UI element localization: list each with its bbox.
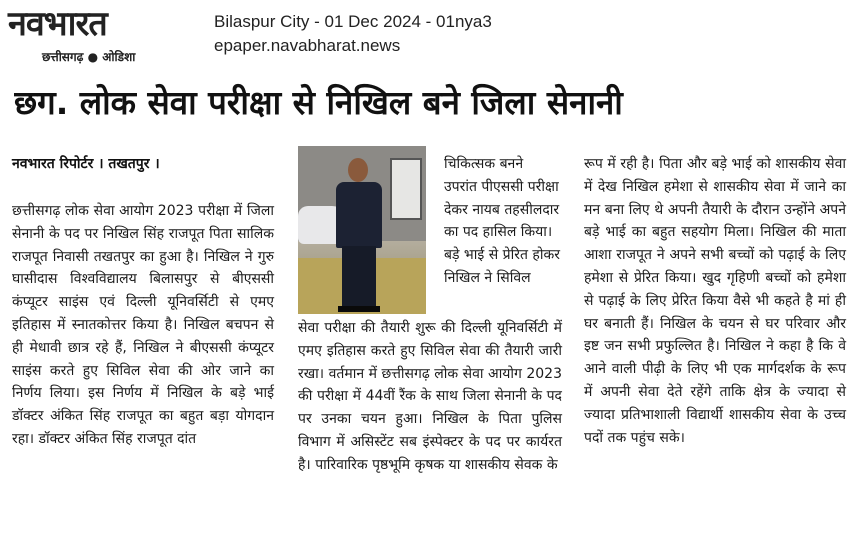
edition-line: Bilaspur City - 01 Dec 2024 - 01nya3 (214, 12, 492, 31)
article-column-2-bottom (298, 317, 562, 477)
column-3-text: रूप में रही है। पिता और बड़े भाई को शासकीय सेवा में देख निखिल हमेशा से शासकीय सेवा में जाने का मन बना लिए थे अपनी तैयारी के दौरान उन्होंने अपने बड़े भाई का बहुत सहयोग मिला। निखिल की माता आशा राजपूत ने अपने सभी बच्चों को पढ़ाई के लिए हमेशा से प्रेरित किया। खुद गृहिणी बच्चों को हमेशा से पढ़ाई के लिए प्रेरित किया वैसे भी कहते है मां ही घर बनाती हैं। निखिल के चयन से घर परिवार और इष्ट जन सभी प्रफुल्लित है। निखिल ने कहा है कि वे आने वाली पीढ़ी के लिए भी एक मार्गदर्शक के रूप में अपनी सेवा देते रहेंगे ताकि क्षेत्र के ज्यादा से ज्यादा प्रतिभाशाली विद्यार्थी शासकीय सेवा के उच्च पदों तक पहुंच सके। (584, 156, 846, 446)
logo-title: नवभारत (8, 4, 107, 44)
article-column-3 (584, 153, 846, 449)
article-column-1 (12, 200, 274, 451)
newspaper-logo (8, 4, 198, 64)
article-headline: छग. लोक सेवा परीक्षा से निखिल बने जिला सेनानी (14, 83, 623, 122)
logo-subtitle: छत्तीसगढ़ ● ओडिशा (42, 50, 136, 64)
column-2-top-text: चिकित्सक बनने उपरांत पीएससी परीक्षा देकर नायब तहसीलदार का पद हासिल किया। बड़े भाई से प्रेरित होकर निखिल ने सिविल (444, 156, 560, 286)
article-photo (298, 146, 426, 314)
article-byline: नवभारत रिपोर्टर । तखतपुर । (12, 156, 160, 172)
article-column-2-top (444, 153, 560, 290)
masthead (0, 0, 868, 70)
edition-info (214, 10, 492, 58)
epaper-url: epaper.navabharat.news (214, 36, 401, 55)
column-1-text: छत्तीसगढ़ लोक सेवा आयोग 2023 परीक्षा में जिला सेनानी के पद पर निखिल सिंह राजपूत पिता सालिक राजपूत निवासी तखतपुर का हुआ है। निखिल ने गुरु घासीदास विश्वविद्यालय बिलासपुर से बीएससी कंप्यूटर साइंस एवं दिल्ली यूनिवर्सिटी से एमए इतिहास में स्नातकोत्तर किया है। निखिल बचपन से ही मेधावी छात्र रहे हैं, निखिल ने बीएससी कंप्यूटर साइंस करते हुए सिविल सेवा की ओर जाने का निर्णय लिया। इस निर्णय में निखिल के बड़े भाई डॉक्टर अंकित सिंह राजपूत का बहुत बड़ा योगदान रहा। डॉक्टर अंकित सिंह राजपूत दांत (12, 203, 274, 447)
column-2-bottom-text: सेवा परीक्षा की तैयारी शुरू की दिल्ली यूनिवर्सिटी में एमए इतिहास करते हुए सिविल सेवा की तैयारी जारी रखा। वर्तमान में छत्तीसगढ़ लोक सेवा आयोग 2023 की परीक्षा में 44वीं रैंक के साथ जिला सेनानी के पद पर उनका चयन हुआ। निखिल के पिता पुलिस विभाग में असिस्टेंट सब इंस्पेक्टर के पद पर कार्यरत है। पारिवारिक पृष्ठभूमि कृषक या शासकीय सेवक के (298, 320, 562, 473)
